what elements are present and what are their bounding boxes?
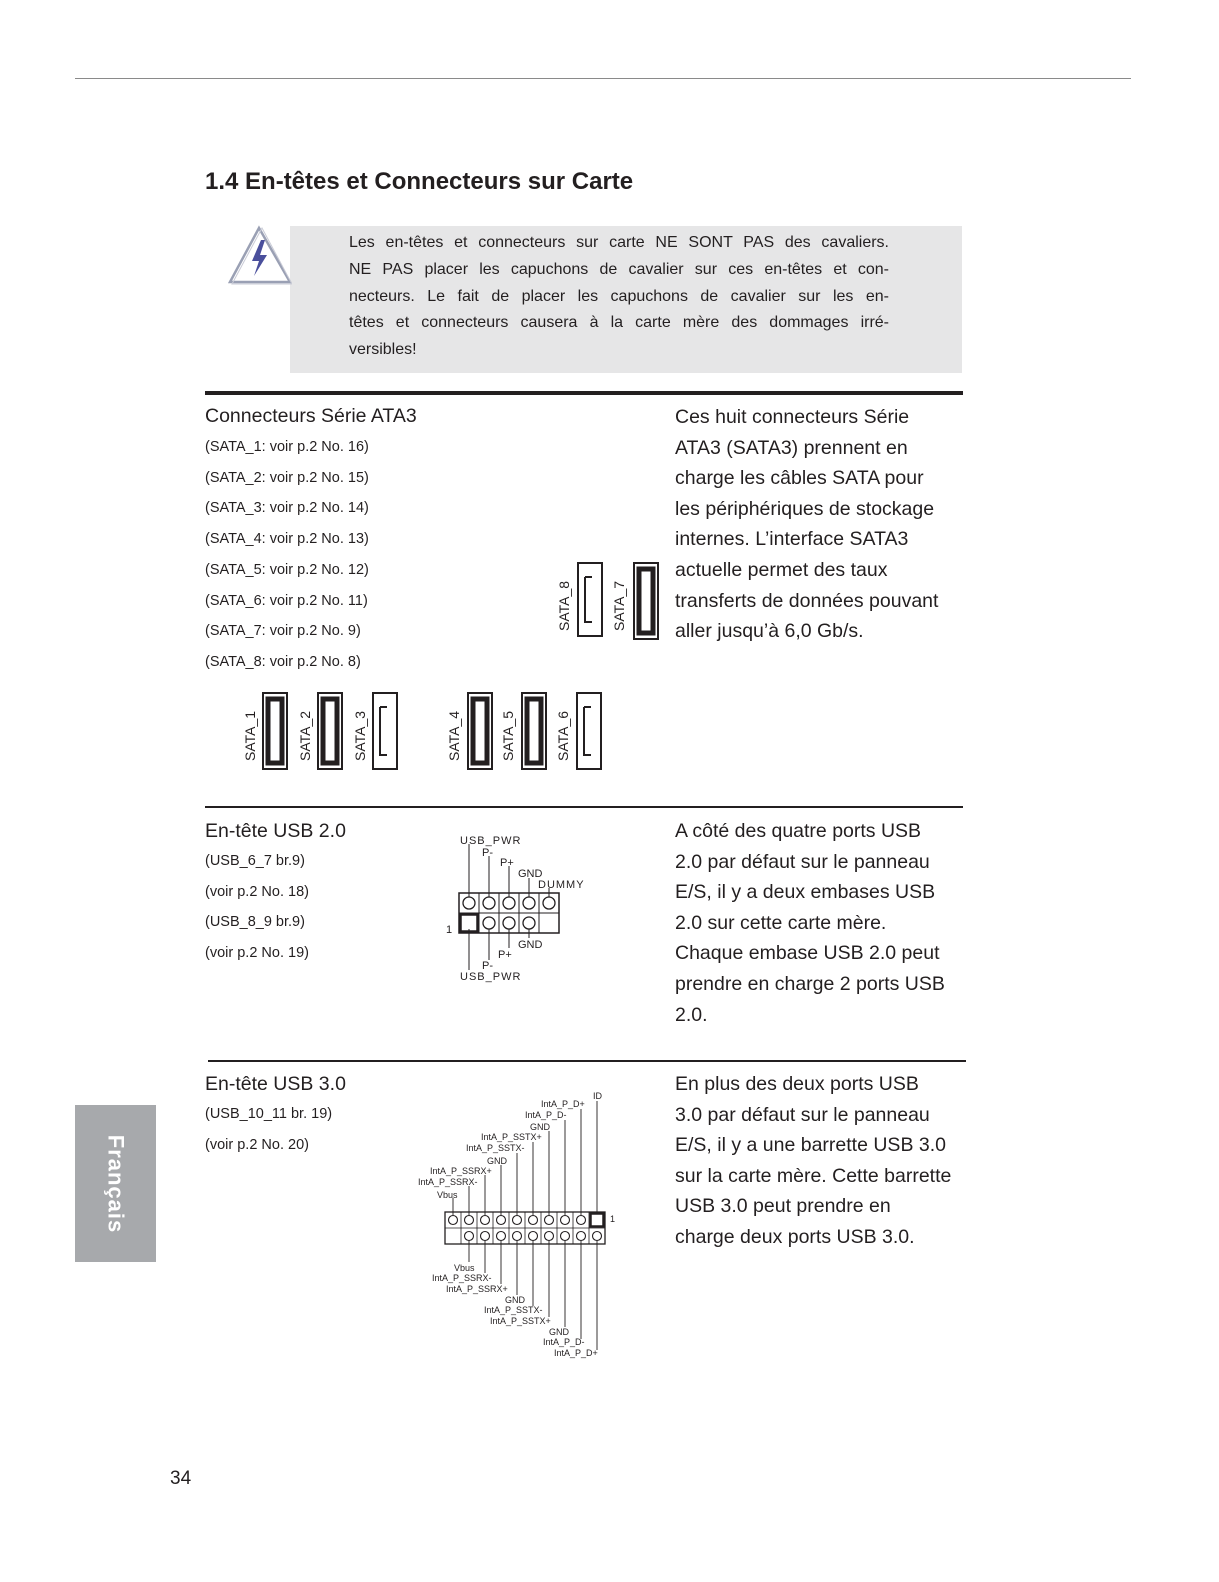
section-divider xyxy=(208,1060,966,1062)
usb3-pin-label: ID xyxy=(593,1091,602,1101)
usb3-ref: (USB_10_11 br. 19) xyxy=(205,1106,333,1122)
section-divider-thick xyxy=(205,391,963,395)
sata-desc-line: Ces huit connecteurs Série xyxy=(675,406,910,428)
usb2-pin-label: P- xyxy=(482,847,493,859)
usb3-pin-label: IntA_P_D- xyxy=(543,1337,585,1347)
usb2-ref: (USB_8_9 br.9) xyxy=(205,914,305,930)
usb3-pin-label: IntA_P_SSRX- xyxy=(418,1177,478,1187)
usb3-pin-label: GND xyxy=(530,1122,550,1132)
sata-ref: (SATA_5: voir p.2 No. 12) xyxy=(205,562,369,578)
usb3-pin1-label: 1 xyxy=(610,1214,616,1224)
usb3-pin-label: Vbus xyxy=(437,1190,458,1200)
usb2-section-title: En-tête USB 2.0 xyxy=(205,820,346,842)
usb3-pin-label: IntA_P_D+ xyxy=(554,1348,598,1358)
usb2-pin-label: P- xyxy=(482,960,493,972)
sata-ref: (SATA_8: voir p.2 No. 8) xyxy=(205,654,361,670)
sata-3-label: SATA_3 xyxy=(352,710,368,761)
sata-2-connector xyxy=(318,693,342,769)
sata-desc-line: les périphériques de stockage xyxy=(675,497,935,520)
usb3-description xyxy=(675,1069,951,1253)
sata-7-connector xyxy=(634,563,658,639)
sata-connector-diagram xyxy=(230,555,670,785)
usb2-pin-label: P+ xyxy=(498,949,512,961)
usb3-section-title: En-tête USB 3.0 xyxy=(205,1073,346,1095)
usb2-desc-line: 2.0 sur cette carte mère. xyxy=(675,911,887,934)
usb2-ref: (USB_6_7 br.9) xyxy=(205,853,305,869)
sata-5-connector xyxy=(522,693,546,769)
usb2-desc-line: 2.0 par défaut sur le panneau xyxy=(675,850,930,873)
sata-desc-line: internes. L’interface SATA3 xyxy=(675,528,909,551)
usb2-desc-line: prendre en charge 2 ports USB xyxy=(675,972,945,995)
usb2-desc-line: Chaque embase USB 2.0 peut xyxy=(675,942,940,965)
sata-ref: (SATA_1: voir p.2 No. 16) xyxy=(205,439,369,455)
usb2-header-diagram xyxy=(440,830,600,990)
language-side-tab-label xyxy=(75,1105,156,1262)
sata-section-title: Connecteurs Série ATA3 xyxy=(205,405,417,427)
section-title: 1.4 En-têtes et Connecteurs sur Carte xyxy=(205,168,634,195)
usb2-pin-label: P+ xyxy=(500,857,514,869)
sata-desc-line: transferts de données pouvant xyxy=(675,589,939,612)
sata-ref: (SATA_4: voir p.2 No. 13) xyxy=(205,531,369,547)
warning-note-text xyxy=(349,230,889,364)
usb3-desc-line: 3.0 par défaut sur le panneau xyxy=(675,1103,930,1126)
note-line: Les en-têtes et connecteurs sur carte NE SONT PAS des cavaliers. xyxy=(349,234,889,251)
usb2-pin-label: USB_PWR xyxy=(460,835,522,847)
usb3-desc-line: charge deux ports USB 3.0. xyxy=(675,1225,915,1248)
sata-desc-line: aller jusqu’à 6,0 Gb/s. xyxy=(675,620,864,643)
usb3-pin-label: IntA_P_SSTX+ xyxy=(490,1316,551,1326)
sata-ref: (SATA_3: voir p.2 No. 14) xyxy=(205,500,369,516)
sata-desc-line: ATA3 (SATA3) prennent en xyxy=(675,436,908,459)
sata-3-connector xyxy=(373,693,397,769)
usb3-desc-line: sur la carte mère. Cette barrette xyxy=(675,1164,952,1187)
usb3-pin-label: IntA_P_SSTX- xyxy=(466,1143,525,1153)
sata-ref: (SATA_7: voir p.2 No. 9) xyxy=(205,623,361,639)
sata-1-label: SATA_1 xyxy=(242,710,258,761)
usb3-pin-label: IntA_P_SSRX+ xyxy=(446,1284,508,1294)
usb3-desc-line: En plus des deux ports USB xyxy=(675,1073,919,1095)
usb2-desc-line: A côté des quatre ports USB xyxy=(675,820,922,842)
section-divider xyxy=(205,806,963,808)
sata-ref: (SATA_2: voir p.2 No. 15) xyxy=(205,470,369,486)
usb3-pin-label: GND xyxy=(487,1156,507,1166)
sata-6-label: SATA_6 xyxy=(555,710,571,761)
note-line: têtes et connecteurs causera à la carte mère des dommages irré- xyxy=(349,314,889,332)
sata-2-label: SATA_2 xyxy=(297,710,313,761)
warning-triangle-icon xyxy=(226,224,292,286)
usb3-ref: (voir p.2 No. 20) xyxy=(205,1137,309,1153)
usb2-pin-label: GND xyxy=(518,939,543,951)
header-rule xyxy=(75,78,1131,79)
usb3-pin-label: IntA_P_D+ xyxy=(541,1099,585,1109)
sata-4-label: SATA_4 xyxy=(446,710,462,761)
usb3-desc-line: USB 3.0 peut prendre en xyxy=(675,1195,891,1218)
sata-desc-line: actuelle permet des taux xyxy=(675,558,888,581)
language-label: Français xyxy=(103,1134,129,1233)
usb2-desc-line: 2.0. xyxy=(675,1003,708,1026)
note-line: versibles! xyxy=(349,341,417,359)
usb3-pin-label: IntA_P_SSTX+ xyxy=(481,1132,542,1142)
sata-description xyxy=(675,402,938,647)
usb3-pin-label: GND xyxy=(549,1327,569,1337)
sata-desc-line: charge les câbles SATA pour xyxy=(675,467,924,490)
sata-8-connector xyxy=(578,563,602,636)
sata-ref: (SATA_6: voir p.2 No. 11) xyxy=(205,593,368,609)
sata-4-connector xyxy=(468,693,492,769)
usb3-header-diagram xyxy=(410,1085,630,1360)
usb3-desc-line: E/S, il y a une barrette USB 3.0 xyxy=(675,1134,946,1157)
usb2-pin-label: DUMMY xyxy=(538,879,585,891)
usb2-pin-label: USB_PWR xyxy=(460,971,522,983)
usb2-pin-label: GND xyxy=(518,868,543,880)
usb2-desc-line: E/S, il y a deux embases USB xyxy=(675,881,936,904)
sata-6-connector xyxy=(577,693,601,769)
usb3-pin-label: IntA_P_SSTX- xyxy=(484,1305,543,1315)
page-number: 34 xyxy=(170,1468,192,1489)
usb3-pin-label: GND xyxy=(505,1295,525,1305)
note-line: necteurs. Le fait de placer les capuchons de cavalier sur les en- xyxy=(349,287,889,305)
sata-8-label: SATA_8 xyxy=(556,580,572,631)
sata-5-label: SATA_5 xyxy=(500,710,516,761)
usb3-pin-label: IntA_P_SSRX- xyxy=(432,1273,492,1283)
usb2-ref: (voir p.2 No. 19) xyxy=(205,945,309,961)
usb3-pin-label: IntA_P_SSRX+ xyxy=(430,1166,492,1176)
usb2-description xyxy=(675,816,945,1030)
usb2-pin1-label: 1 xyxy=(446,924,453,936)
usb3-pin-label: Vbus xyxy=(454,1263,475,1273)
sata-7-label: SATA_7 xyxy=(611,580,627,631)
usb3-pin-label: IntA_P_D- xyxy=(525,1110,567,1120)
note-line: NE PAS placer les capuchons de cavalier sur ces en-têtes et con- xyxy=(349,260,889,278)
usb2-ref: (voir p.2 No. 18) xyxy=(205,884,309,900)
sata-1-connector xyxy=(263,693,287,769)
